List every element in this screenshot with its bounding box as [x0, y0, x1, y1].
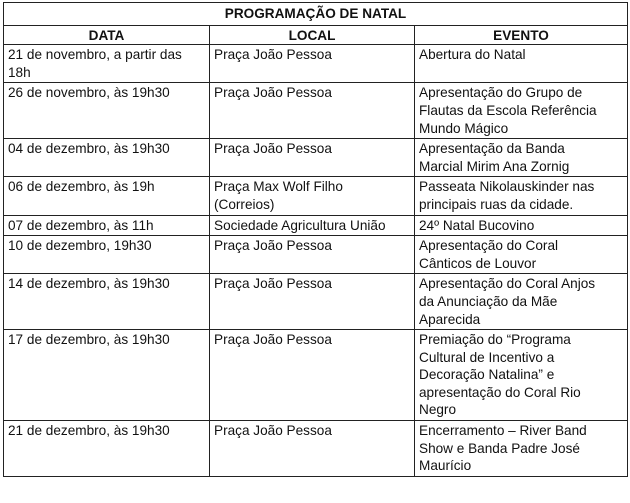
cell-event	[415, 274, 628, 330]
cell-local	[210, 421, 415, 477]
table-row	[4, 330, 628, 421]
column-header-event: EVENTO	[415, 25, 628, 45]
cell-event-line: Apresentação do Coral	[419, 238, 559, 254]
cell-date-line: 26 de novembro, às 19h30	[8, 85, 170, 101]
cell-event-line: Cultural de Incentivo a	[419, 349, 555, 365]
cell-date-line: 17 de dezembro, às 19h30	[8, 332, 170, 348]
cell-event-line: Marcial Mirim Ana Zornig	[419, 158, 570, 174]
table-row	[4, 177, 628, 215]
cell-event	[415, 330, 628, 421]
cell-event	[415, 45, 628, 83]
title-row	[4, 3, 628, 26]
cell-local-line: Praça João Pessoa	[214, 238, 332, 254]
cell-event-line: Apresentação do Grupo de	[419, 85, 583, 101]
cell-date	[4, 139, 210, 177]
cell-date-line: 07 de dezembro, às 11h	[8, 217, 154, 233]
header-row	[4, 25, 628, 45]
cell-event	[415, 139, 628, 177]
cell-date-line: 14 de dezembro, às 19h30	[8, 276, 170, 292]
cell-date	[4, 45, 210, 83]
cell-date-line: 21 de novembro, a partir das	[8, 47, 182, 63]
cell-event-line: Decoração Natalina” e	[419, 367, 555, 383]
table-row	[4, 139, 628, 177]
cell-local-line: Praça João Pessoa	[214, 423, 332, 439]
cell-event-line: 24º Natal Bucovino	[419, 217, 535, 233]
cell-event-line: principais ruas da cidade.	[419, 196, 574, 212]
cell-event-line: Maurício	[419, 458, 472, 474]
cell-date-line: 06 de dezembro, às 19h	[8, 179, 155, 195]
cell-date	[4, 236, 210, 274]
cell-date	[4, 274, 210, 330]
cell-date-line: 04 de dezembro, às 19h30	[8, 141, 170, 157]
cell-local	[210, 236, 415, 274]
cell-date	[4, 83, 210, 139]
christmas-schedule-table	[3, 2, 628, 477]
table-row	[4, 45, 628, 83]
cell-event-line: Aparecida	[419, 311, 481, 327]
cell-event-line: Encerramento – River Band	[419, 423, 587, 439]
cell-event-line: Show e Banda Padre José	[419, 440, 580, 456]
cell-local	[210, 177, 415, 215]
cell-event	[415, 83, 628, 139]
table-row	[4, 83, 628, 139]
cell-event-line: Flautas da Escola Referência	[419, 102, 597, 118]
column-header-local: LOCAL	[210, 25, 415, 45]
cell-event-line: Abertura do Natal	[419, 47, 526, 63]
cell-local-line: (Correios)	[214, 196, 275, 212]
cell-event-line: da Anunciação da Mãe	[419, 293, 558, 309]
cell-local-line: Praça João Pessoa	[214, 332, 332, 348]
cell-date	[4, 330, 210, 421]
cell-event-line: apresentação do Coral Rio	[419, 384, 581, 400]
cell-local-line: Praça João Pessoa	[214, 276, 332, 292]
table-row	[4, 236, 628, 274]
table-title: PROGRAMAÇÃO DE NATAL	[4, 3, 628, 26]
cell-date	[4, 215, 210, 236]
cell-local	[210, 215, 415, 236]
column-header-date: DATA	[4, 25, 210, 45]
cell-local	[210, 45, 415, 83]
cell-date	[4, 421, 210, 477]
cell-local-line: Sociedade Agricultura União	[214, 217, 386, 233]
cell-date	[4, 177, 210, 215]
cell-local	[210, 139, 415, 177]
cell-event	[415, 421, 628, 477]
cell-event-line: Mundo Mágico	[419, 120, 509, 136]
table-row	[4, 274, 628, 330]
cell-event	[415, 177, 628, 215]
cell-local	[210, 274, 415, 330]
cell-event-line: Apresentação da Banda	[419, 141, 565, 157]
cell-event-line: Passeata Nikolauskinder nas	[419, 179, 595, 195]
cell-local-line: Praça Max Wolf Filho	[214, 179, 343, 195]
cell-event-line: Negro	[419, 402, 457, 418]
schedule-body	[4, 45, 628, 477]
table-row	[4, 421, 628, 477]
cell-event	[415, 215, 628, 236]
table-row	[4, 215, 628, 236]
cell-event-line: Premiação do “Programa	[419, 332, 571, 348]
cell-event-line: Apresentação do Coral Anjos	[419, 276, 596, 292]
cell-local	[210, 330, 415, 421]
cell-local-line: Praça João Pessoa	[214, 85, 332, 101]
cell-local-line: Praça João Pessoa	[214, 141, 332, 157]
cell-date-line: 21 de dezembro, às 19h30	[8, 423, 170, 439]
cell-date-line: 18h	[8, 64, 31, 80]
cell-local-line: Praça João Pessoa	[214, 47, 332, 63]
cell-date-line: 10 de dezembro, 19h30	[8, 238, 152, 254]
cell-local	[210, 83, 415, 139]
cell-event	[415, 236, 628, 274]
cell-event-line: Cânticos de Louvor	[419, 255, 537, 271]
